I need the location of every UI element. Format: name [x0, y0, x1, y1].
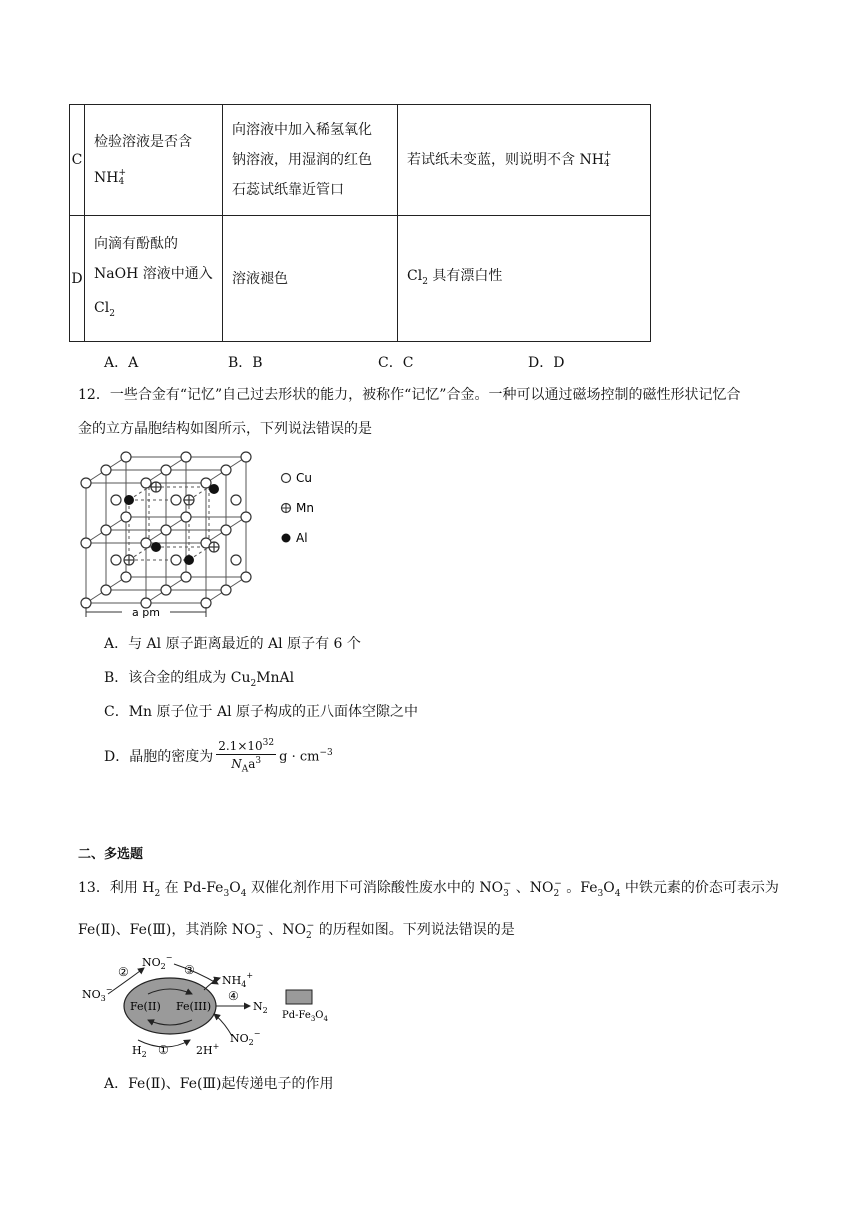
cu-atoms: [81, 452, 251, 608]
density-fraction: $\frac{2.1\times 10^{32}}{N_Aa^3}$: [218, 738, 275, 775]
step4-label: ④: [228, 989, 239, 1003]
operation-line: 钠溶液，用湿润的红色: [232, 152, 372, 168]
svg-text:N2: $N_2$: [253, 1000, 268, 1015]
step3-label: ③: [184, 963, 195, 977]
catalyst-legend-label: $Pd-Fe_3O_4$: [282, 1010, 328, 1023]
q12-stem-line2: 金的立方晶胞结构如图所示，下列说法错误的是: [78, 421, 372, 437]
cu-legend-label: Cu: [296, 471, 312, 485]
choice-b[interactable]: B．B: [228, 355, 263, 371]
al-atoms: [124, 484, 219, 565]
q12-option-d[interactable]: D．晶胞的密度为 $\frac{2.1\times 10^{32}}{N_Aa^3}$ $g \cdot cm^{-3}$: [104, 738, 333, 775]
purpose-text: 检验溶液是否含: [94, 134, 192, 150]
section-title: 二、多选题: [78, 847, 144, 862]
cu-legend-icon: [282, 474, 291, 483]
q12-option-c[interactable]: C．Mn 原子位于 Al 原子构成的正八面体空隙之中: [104, 704, 419, 720]
fe2-label: Fe(II): [130, 1000, 161, 1013]
row-purpose: [85, 105, 223, 216]
svg-text:2H+: 2H+: [196, 1042, 220, 1057]
al-legend-label: Al: [296, 531, 308, 545]
q12-stem-line1: 12．一些合金有“记忆”自己过去形状的能力，被称作“记忆”合金。一种可以通过磁场控制的磁性形状记忆合: [78, 387, 741, 403]
svg-text:H2: $H_2$: [132, 1044, 147, 1059]
q12-option-b[interactable]: B．该合金的组成为 $Cu_2MnAl$: [104, 670, 295, 689]
fe3-label: Fe(III): [176, 1000, 212, 1013]
row-operation: 溶液褪色: [223, 216, 398, 342]
catalysis-diagram: [78, 950, 348, 1062]
row-letter: C: [70, 105, 85, 216]
purpose-line: 向滴有酚酞的: [94, 235, 178, 252]
table-row-d: [70, 216, 651, 342]
mn-atoms: [124, 482, 219, 565]
row-conclusion: 若试纸未变蓝，则说明不含 NH + 4: [398, 105, 651, 216]
al-legend-icon: [282, 534, 291, 543]
answer-table: [69, 104, 651, 342]
svg-text:NO2−: $NO_2^-$: [230, 1029, 261, 1047]
purpose-ion: NH + 4: [94, 168, 127, 187]
step1-label: ①: [158, 1043, 169, 1057]
q13-stem-line1: 13．利用 $H_2$ 在 $Pd-Fe_3O_4$ 双催化剂作用下可消除酸性废水中的 $NO_3^-$ 、$NO_2^-$ 。$Fe_3O_4$ 中铁元素的价态可表示为: [78, 879, 779, 899]
q12-option-a[interactable]: A．与 Al 原子距离最近的 Al 原子有 6 个: [104, 636, 361, 652]
row-letter: D: [70, 216, 85, 342]
operation-line: 石蕊试纸靠近管口: [232, 182, 344, 198]
dimension-label: a pm: [132, 606, 160, 619]
svg-text:NO3−: $NO_3^-$: [82, 985, 113, 1003]
q13-stem-line2: Fe(Ⅱ)、Fe(Ⅲ)，其消除 $NO_3^-$ 、$NO_2^-$ 的历程如图。下列说法错误的是: [78, 921, 515, 941]
catalyst-legend-box: [286, 990, 312, 1004]
svg-text:NO2−: $NO_2^-$: [142, 953, 173, 971]
purpose-line: NaOH 溶液中通入: [94, 265, 213, 282]
choice-d[interactable]: D．D: [528, 355, 565, 371]
step2-label: ②: [118, 965, 129, 979]
row-conclusion: $Cl_2$ 具有漂白性: [398, 216, 651, 342]
purpose-line: $Cl_2$: [94, 299, 115, 319]
choice-c[interactable]: C．C: [378, 355, 414, 371]
q13-option-a[interactable]: A．Fe(Ⅱ)、Fe(Ⅲ)起传递电子的作用: [104, 1076, 334, 1092]
operation-line: 向溶液中加入稀氢氧化: [232, 122, 372, 138]
choice-a[interactable]: A．A: [104, 355, 139, 371]
row-purpose: [85, 216, 223, 342]
svg-text:NH4+: $NH_4^+$: [222, 971, 254, 989]
table-row-c: [70, 105, 651, 216]
crystal-cell-diagram: [72, 445, 332, 620]
mn-legend-label: Mn: [296, 501, 314, 515]
row-operation: [223, 105, 398, 216]
